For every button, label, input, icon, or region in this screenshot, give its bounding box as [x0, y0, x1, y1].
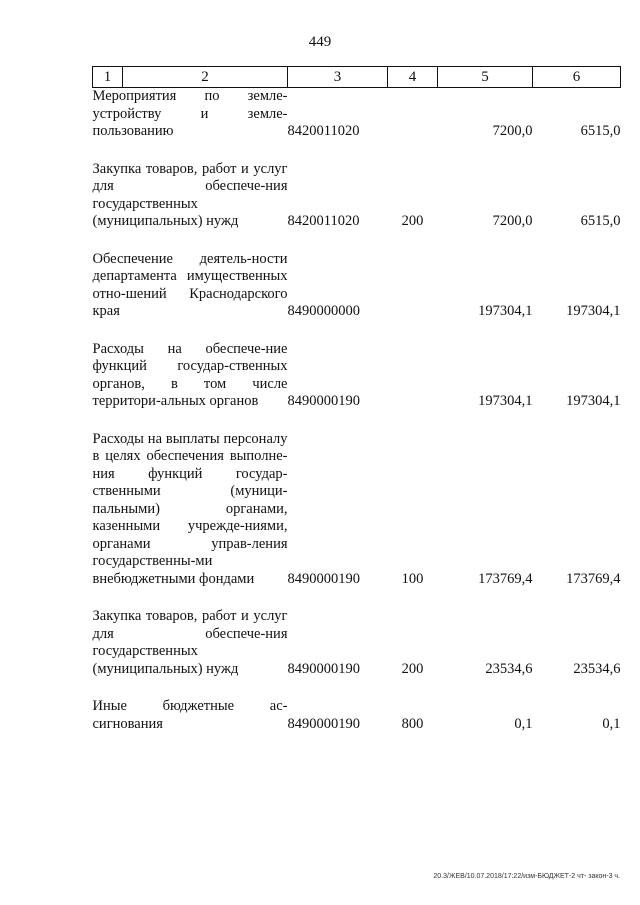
amount-col5: 0,1: [514, 715, 533, 732]
row-name: Расходы на обеспече-ние функций государ-ственных органов, в том числе территори-альных органов: [92, 340, 288, 409]
amount-col5: 197304,1: [478, 303, 533, 319]
amount-col6: 6515,0: [580, 213, 621, 229]
column-header-4: 4: [388, 67, 438, 88]
target-article-code: 8420011020: [287, 123, 360, 139]
amount-col5: 23534,6: [485, 660, 533, 677]
amount-col6: 173769,4: [566, 570, 621, 587]
amount-col6: 197304,1: [566, 393, 621, 409]
column-header-1: 1: [93, 67, 123, 88]
footer-document-stamp: 20.3/ЖЕВ/10.07.2018/17:22/изм-БЮДЖЕТ-2 чт- закон-3 ч.: [433, 873, 620, 880]
page-number: 449: [308, 34, 332, 50]
target-article-code: 8490000190: [287, 570, 360, 587]
expense-type: [388, 341, 438, 411]
target-article-code: 8490000190: [287, 715, 360, 732]
header-row: [93, 67, 621, 88]
target-article-code: 8490000190: [287, 393, 360, 409]
target-article-code: 8490000190: [287, 660, 360, 677]
row-spacer: [93, 678, 621, 698]
table-row: [93, 88, 621, 141]
row-name: Расходы на выплаты персоналу в целях обеспечения выполне-ния функций государ-ственными (муници-пальными) органами, казенными учрежде-ниями, органами управ-ления государственны-ми внебюджетными фондами: [92, 430, 288, 587]
amount-col6: 0,1: [602, 715, 621, 732]
target-article-code: 8420011020: [287, 213, 360, 229]
column-header-6: 6: [533, 67, 621, 88]
table-row: [93, 161, 621, 231]
column-header-3: 3: [288, 67, 388, 88]
table-row: [93, 251, 621, 321]
expense-type: 200: [401, 213, 424, 229]
amount-col6: 197304,1: [566, 303, 621, 319]
row-name: Закупка товаров, работ и услуг для обеспече-ния государственных (муниципальных) нужд: [92, 608, 288, 677]
expense-type: 800: [401, 715, 424, 732]
expense-type: 200: [401, 660, 424, 677]
amount-col6: 23534,6: [573, 660, 621, 677]
amount-col5: 7200,0: [492, 123, 533, 139]
column-header-5: 5: [438, 67, 533, 88]
expense-type: [388, 88, 438, 141]
amount-col6: 6515,0: [580, 123, 621, 139]
row-spacer: [93, 588, 621, 608]
expense-type: 100: [401, 570, 424, 587]
table-row: [93, 341, 621, 411]
amount-col5: 173769,4: [478, 570, 533, 587]
row-name: Закупка товаров, работ и услуг для обеспече-ния государственных (муниципальных) нужд: [92, 160, 288, 229]
row-name: Мероприятия по земле-устройству и земле-пользованию: [92, 88, 288, 139]
amount-col5: 197304,1: [478, 393, 533, 409]
amount-col5: 7200,0: [492, 213, 533, 229]
column-header-2: 2: [123, 67, 288, 88]
row-name: Иные бюджетные ас-сигнования: [92, 698, 288, 732]
row-spacer: [93, 321, 621, 341]
table-row: [93, 608, 621, 678]
expense-type: [388, 251, 438, 321]
row-spacer: [93, 231, 621, 251]
row-spacer: [93, 141, 621, 161]
row-name: Обеспечение деятель-ности департамента имущественных отно-шений Краснодарского края: [92, 250, 288, 319]
target-article-code: 8490000000: [287, 303, 360, 319]
table-row: [93, 698, 621, 733]
row-spacer: [93, 411, 621, 431]
budget-table: [92, 66, 621, 733]
table-row: [93, 431, 621, 589]
